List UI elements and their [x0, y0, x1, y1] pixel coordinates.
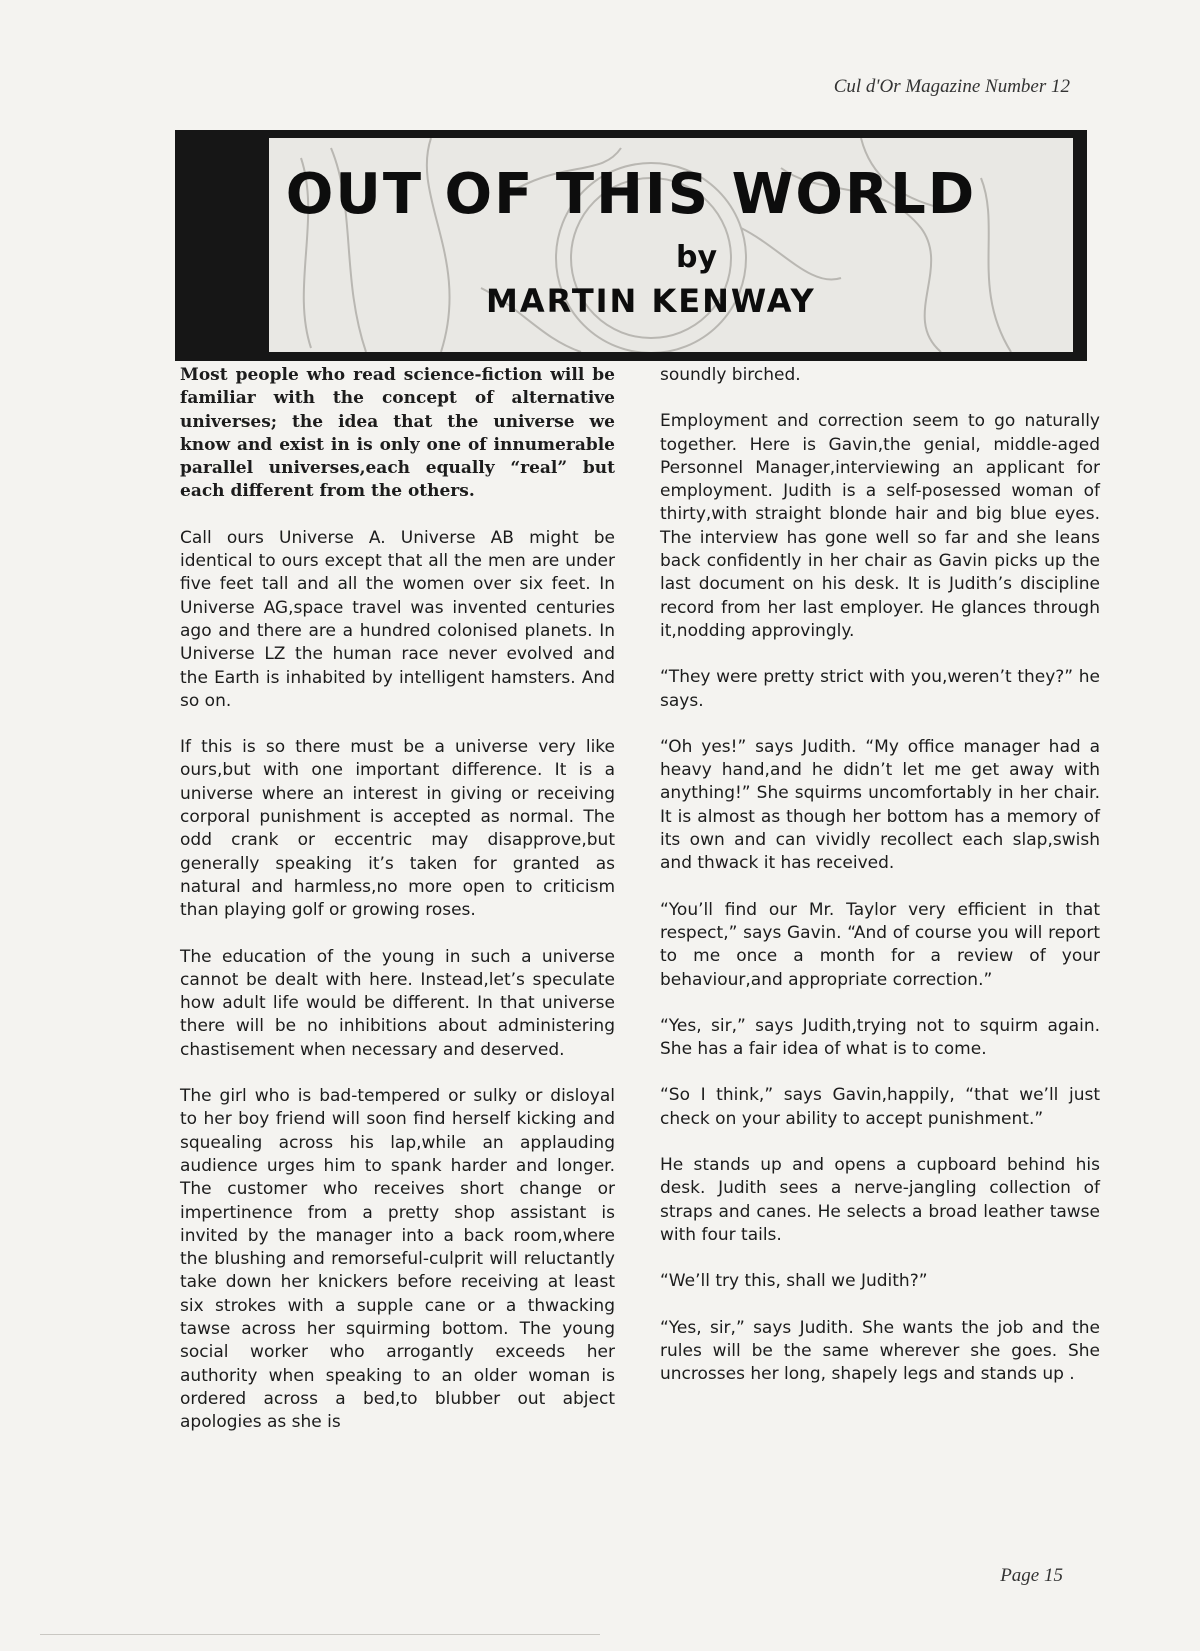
body-paragraph: soundly birched. — [660, 365, 801, 385]
body-paragraph: If this is so there must be a universe very like ours,but with one important difference. It is a universe where an interest in giving or receiving corporal punishment is accepted as normal. The odd crank or eccentric may disapprove,but generally speaking it’s taken for granted as natural and harmless,no more open to criticism than playing golf or growing roses. — [180, 737, 615, 921]
left-column — [180, 364, 615, 1457]
body-paragraph: “Yes, sir,” says Judith. She wants the job and the rules will be the same wherever she goes. She uncrosses her long, shapely legs and stands up . — [660, 1317, 1100, 1385]
body-paragraph: Call ours Universe A. Universe AB might be identical to ours except that all the men are under five feet tall and all the women over six feet. In Universe AG,space travel was invented centuries ago and there are a hundred colonised planets. In Universe LZ the human race never evolved and the Earth is inhabited by intelligent hamsters. And so on. — [180, 527, 615, 711]
magazine-header: Cul d'Or Magazine Number 12 — [833, 76, 1070, 97]
scan-artifact-line — [40, 1634, 600, 1635]
body-paragraph: Employment and correction seem to go naturally together. Here is Gavin,the genial, middle-aged Personnel Manager,interviewing an applicant for employment. Judith is a self-posessed woman of thirty,with straight blonde hair and big blue eyes. The interview has gone well so far and she leans back confidently in her chair as Gavin picks up the last document on his desk. It is Judith’s discipline record from her last employer. He glances through it,nodding approvingly. — [660, 411, 1100, 641]
body-paragraph: “Oh yes!” says Judith. “My office manager had a heavy hand,and he didn’t let me get away with anything!” She squirms uncomfortably in her chair. It is almost as though her bottom has a memory of its own and can vividly recollect each slap,swish and thwack it has received. — [660, 736, 1100, 874]
byline-by: by — [676, 240, 718, 275]
body-paragraph: “They were pretty strict with you,weren’t they?” he says. — [660, 667, 1100, 711]
body-paragraph: “You’ll find our Mr. Taylor very efficient in that respect,” says Gavin. “And of course you will report to me once a month for a review of your behaviour,and appropriate correction.” — [660, 899, 1100, 990]
body-paragraph: He stands up and opens a cupboard behind his desk. Judith sees a nerve-jangling collection of straps and canes. He selects a broad leather tawse with four tails. — [660, 1155, 1100, 1245]
body-paragraph: “So I think,” says Gavin,happily, “that we’ll just check on your ability to accept punishment.” — [660, 1085, 1100, 1129]
title-banner — [175, 130, 1087, 361]
article-title: OUT OF THIS WORLD — [285, 162, 977, 227]
page-number: Page 15 — [1000, 1565, 1063, 1586]
body-paragraph: The education of the young in such a universe cannot be dealt with here. Instead,let’s speculate how adult life would be different. In that universe there will be no inhibitions about administering chastisement when necessary and deserved. — [180, 946, 615, 1060]
author-name: MARTIN KENWAY — [486, 282, 816, 320]
body-paragraph: “Yes, sir,” says Judith,trying not to squirm again. She has a fair idea of what is to come. — [660, 1015, 1100, 1060]
body-paragraph: The girl who is bad-tempered or sulky or disloyal to her boy friend will soon find herself kicking and squealing across his lap,while an applauding audience urges him to spank harder and longer. The customer who receives short change or impertinence from a pretty shop assistant is invited by the manager into a back room,where the blushing and remorseful-culprit will reluctantly take down her knickers before receiving at least six strokes with a supple cane or a thwacking tawse across her squirming bottom. The young social worker who arrogantly exceeds her authority when speaking to an older woman is ordered across a bed,to blubber out abject apologies as she is — [180, 1086, 615, 1433]
intro-paragraph: Most people who read science-fiction will be familiar with the concept of alternative universes; the idea that the universe we know and exist in is only one of innumerable parallel universes,each equally “real” but each different from the others. — [180, 365, 615, 502]
right-column — [660, 364, 1100, 1409]
body-paragraph: “We’ll try this, shall we Judith?” — [660, 1271, 928, 1292]
